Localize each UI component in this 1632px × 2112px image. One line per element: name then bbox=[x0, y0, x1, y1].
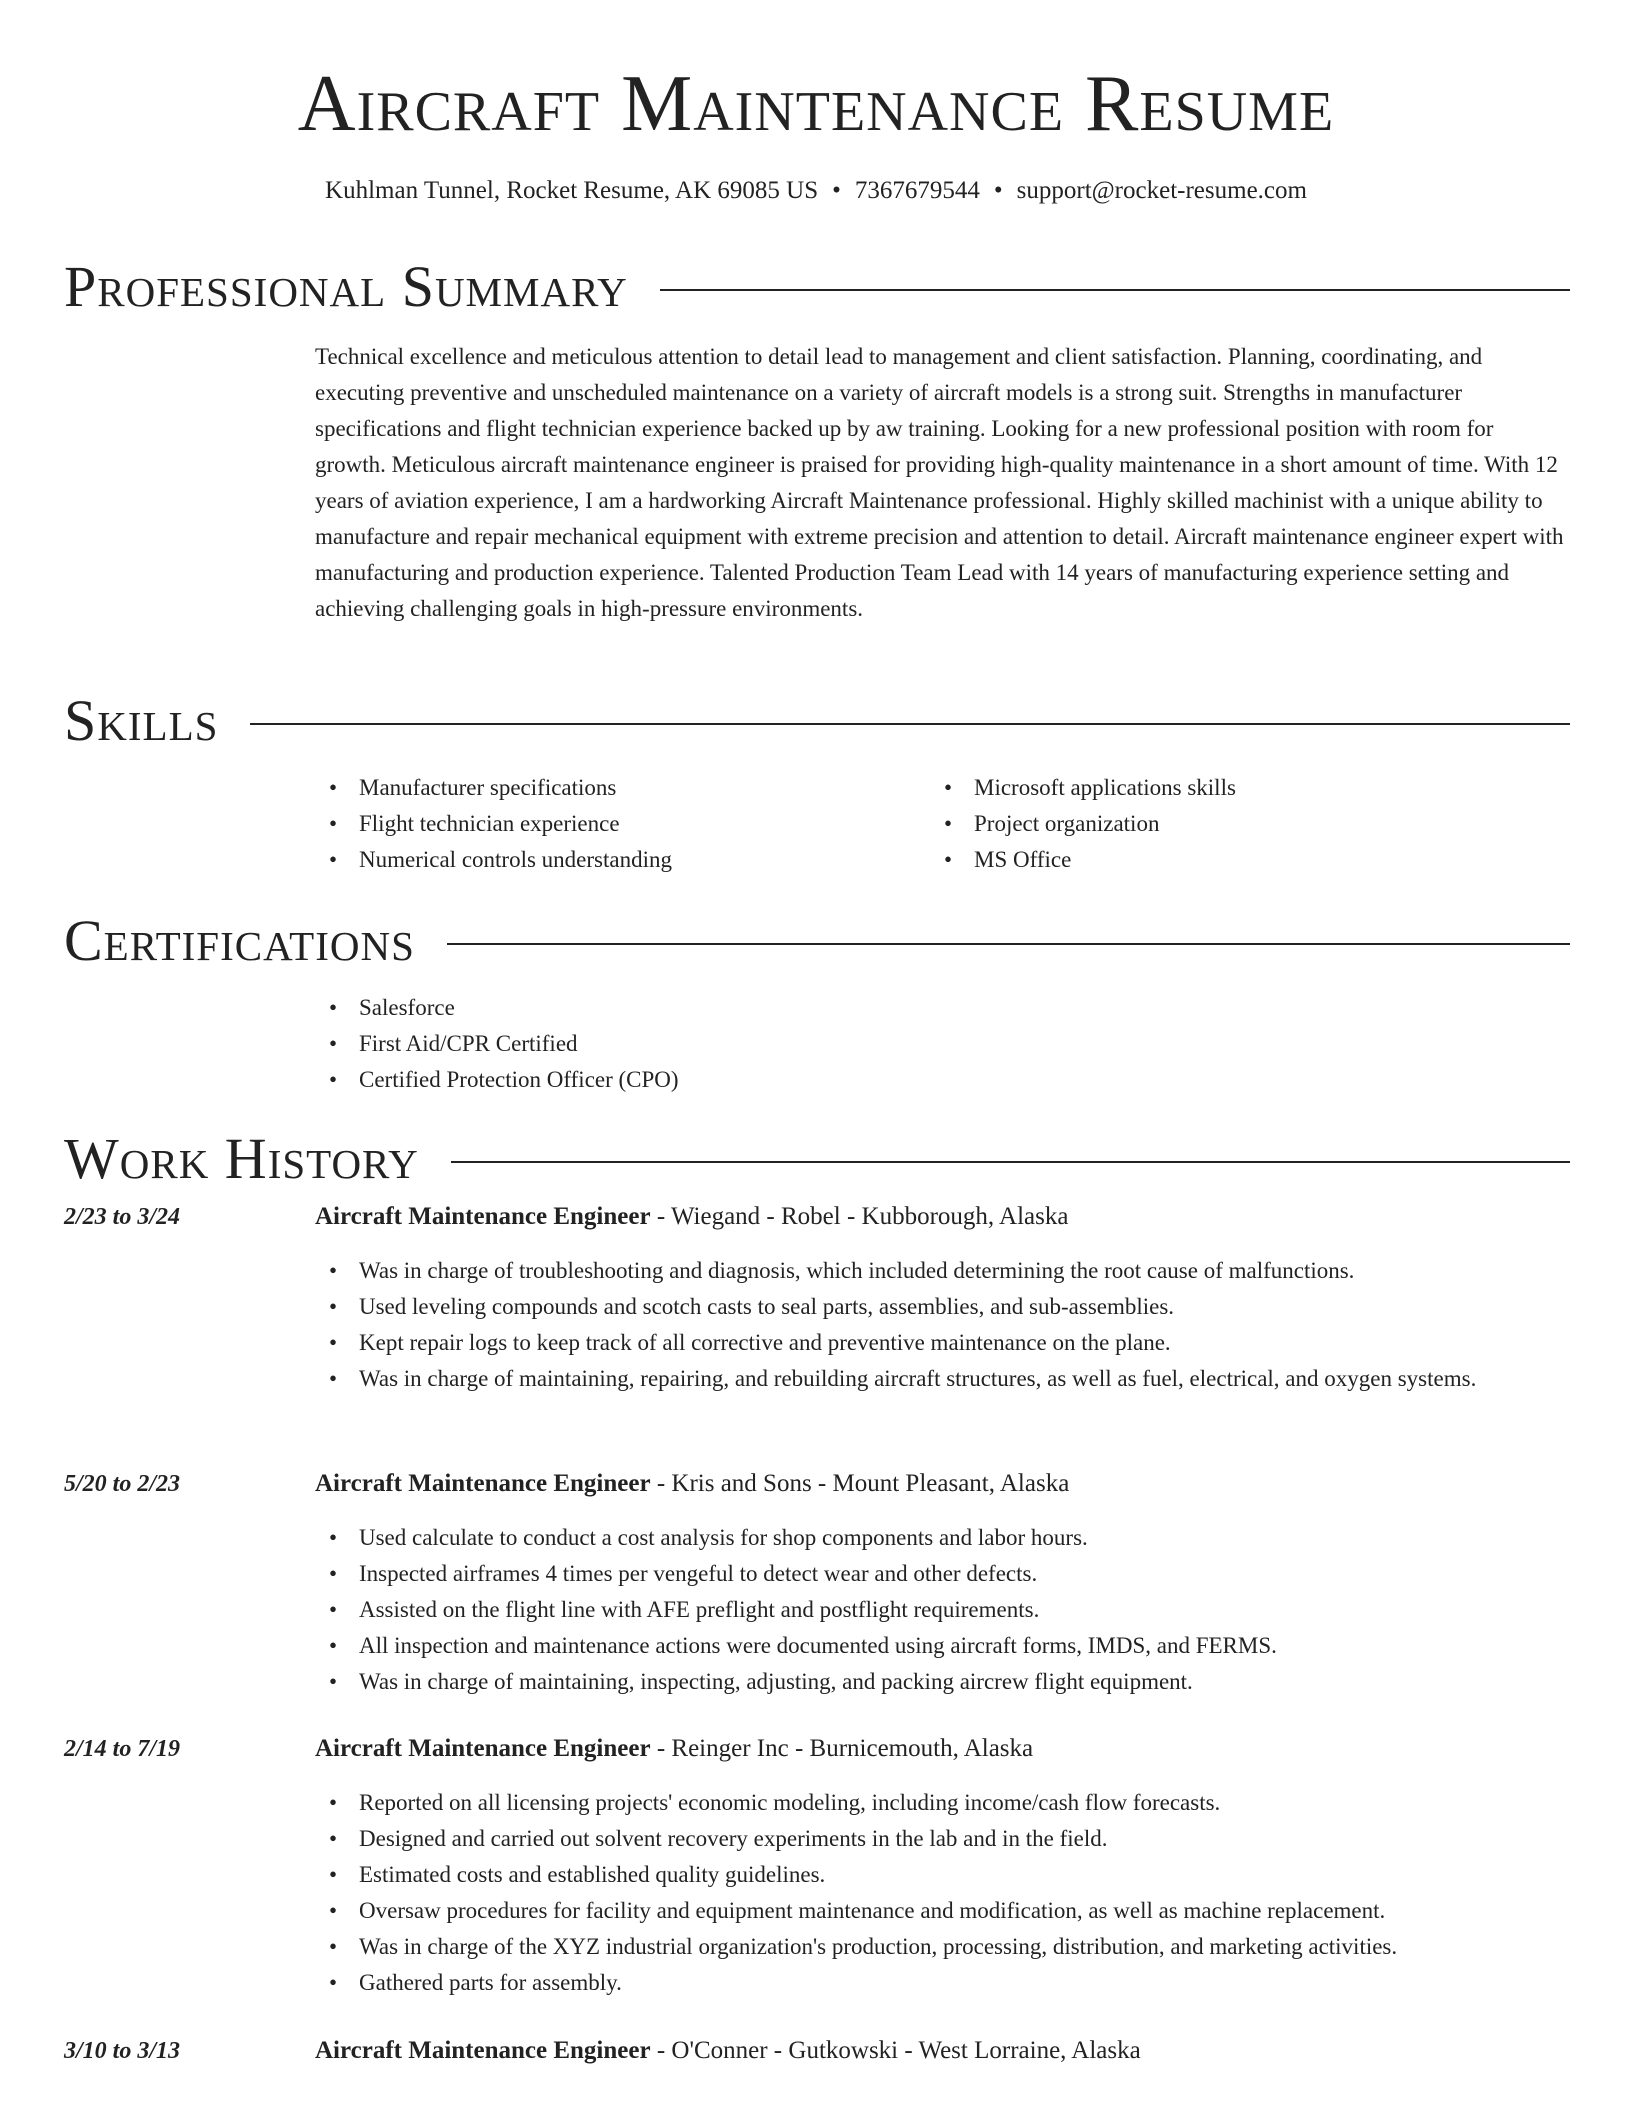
job-title-line bbox=[315, 1466, 1570, 1502]
list-item: • Used leveling compounds and scotch casts to seal parts, assemblies, and sub-assemblies. bbox=[315, 1289, 1570, 1325]
list-item: • Salesforce bbox=[315, 990, 1570, 1026]
skills-list-left bbox=[315, 770, 915, 878]
list-item: • Was in charge of maintaining, repairing, and rebuilding aircraft structures, as well as fuel, electrical, and oxygen systems. bbox=[315, 1361, 1570, 1397]
list-item: • Was in charge of troubleshooting and diagnosis, which included determining the root cause of malfunctions. bbox=[315, 1253, 1570, 1289]
job-bullets bbox=[315, 1785, 1570, 2001]
contact-phone: 7367679544 bbox=[854, 177, 980, 204]
list-item: • Estimated costs and established quality guidelines. bbox=[315, 1857, 1570, 1893]
list-item: • Numerical controls understanding bbox=[315, 842, 915, 878]
contact-email: support@rocket-resume.com bbox=[1016, 177, 1307, 204]
resume-title: Aircraft Maintenance Resume bbox=[297, 60, 1335, 148]
certifications-section-header bbox=[64, 906, 1570, 976]
contact-separator: • bbox=[832, 177, 841, 204]
job-role: Aircraft Maintenance Engineer bbox=[315, 1735, 651, 1762]
contact-line bbox=[0, 174, 1632, 208]
job-dates: 5/20 to 2/23 bbox=[64, 1471, 181, 1497]
certifications-heading: Certifications bbox=[64, 908, 415, 973]
job-title-line bbox=[315, 1199, 1570, 1235]
certifications-list bbox=[315, 990, 1570, 1098]
job-dates: 2/23 to 3/24 bbox=[64, 1204, 181, 1230]
work-history-heading: Work History bbox=[64, 1126, 419, 1191]
list-item: • Assisted on the flight line with AFE preflight and postflight requirements. bbox=[315, 1592, 1570, 1628]
summary-section-header bbox=[64, 252, 1570, 322]
job-employer-location: - O'Conner - Gutkowski - West Lorraine, Alaska bbox=[650, 2037, 1141, 2064]
job-title-line bbox=[315, 1731, 1570, 1767]
skills-list-right bbox=[930, 770, 1570, 878]
section-divider bbox=[660, 289, 1570, 291]
list-item: • Reported on all licensing projects' economic modeling, including income/cash flow forecasts. bbox=[315, 1785, 1570, 1821]
list-item: • Oversaw procedures for facility and equipment maintenance and modification, as well as machine replacement. bbox=[315, 1893, 1570, 1929]
list-item: • Was in charge of the XYZ industrial organization's production, processing, distribution, and marketing activities. bbox=[315, 1929, 1570, 1965]
job-role: Aircraft Maintenance Engineer bbox=[315, 1470, 651, 1497]
contact-address: Kuhlman Tunnel, Rocket Resume, AK 69085 US bbox=[325, 177, 819, 204]
contact-separator: • bbox=[993, 177, 1003, 204]
section-divider bbox=[447, 943, 1570, 945]
job-title-line bbox=[315, 2033, 1570, 2069]
list-item: • Was in charge of maintaining, inspecting, adjusting, and packing aircrew flight equipment. bbox=[315, 1664, 1570, 1700]
list-item: • Manufacturer specifications bbox=[315, 770, 915, 806]
list-item: • Project organization bbox=[930, 806, 1570, 842]
job-employer-location: - Wiegand - Robel - Kubborough, Alaska bbox=[650, 1203, 1069, 1230]
summary-text: Technical excellence and meticulous attention to detail lead to management and client satisfaction. Planning, coordinating, and executing preventive and unscheduled maintenance on a variety of aircraft models is a strong suit. Strengths in manufacturer specifications and flight technician experience backed up by aw training. Looking for a new professional position with room for growth. Meticulous aircraft maintenance engineer is praised for providing high-quality maintenance in a short amount of time. With 12 years of aviation experience, I am a hardworking Aircraft Maintenance professional. Highly skilled machinist with a unique ability to manufacture and repair mechanical equipment with extreme precision and attention to detail. Aircraft maintenance engineer expert with manufacturing and production experience. Talented Production Team Lead with 14 years of manufacturing experience setting and achieving challenging goals in high-pressure environments. bbox=[315, 344, 1564, 621]
job-employer-location: - Kris and Sons - Mount Pleasant, Alaska bbox=[650, 1470, 1070, 1497]
job-dates: 2/14 to 7/19 bbox=[64, 1736, 181, 1762]
list-item: • Gathered parts for assembly. bbox=[315, 1965, 1570, 2001]
summary-heading: Professional Summary bbox=[64, 254, 628, 319]
job-role: Aircraft Maintenance Engineer bbox=[315, 1203, 651, 1230]
skills-heading: Skills bbox=[64, 688, 219, 753]
list-item: • Kept repair logs to keep track of all corrective and preventive maintenance on the plane. bbox=[315, 1325, 1570, 1361]
job-employer-location: - Reinger Inc - Burnicemouth, Alaska bbox=[650, 1735, 1034, 1762]
list-item: • Inspected airframes 4 times per vengeful to detect wear and other defects. bbox=[315, 1556, 1570, 1592]
job-bullets bbox=[315, 1253, 1570, 1397]
job-role: Aircraft Maintenance Engineer bbox=[315, 2037, 651, 2064]
skills-section-header bbox=[64, 686, 1570, 756]
job-dates: 3/10 to 3/13 bbox=[64, 2038, 181, 2064]
section-divider bbox=[451, 1161, 1570, 1163]
list-item: • Used calculate to conduct a cost analysis for shop components and labor hours. bbox=[315, 1520, 1570, 1556]
section-divider bbox=[250, 723, 1570, 725]
list-item: • MS Office bbox=[930, 842, 1570, 878]
list-item: • Microsoft applications skills bbox=[930, 770, 1570, 806]
work-history-section-header bbox=[64, 1124, 1570, 1194]
list-item: • First Aid/CPR Certified bbox=[315, 1026, 1570, 1062]
list-item: • Designed and carried out solvent recovery experiments in the lab and in the field. bbox=[315, 1821, 1570, 1857]
list-item: • Certified Protection Officer (CPO) bbox=[315, 1062, 1570, 1098]
list-item: • All inspection and maintenance actions were documented using aircraft forms, IMDS, and FERMS. bbox=[315, 1628, 1570, 1664]
list-item: • Flight technician experience bbox=[315, 806, 915, 842]
job-bullets bbox=[315, 1520, 1570, 1700]
